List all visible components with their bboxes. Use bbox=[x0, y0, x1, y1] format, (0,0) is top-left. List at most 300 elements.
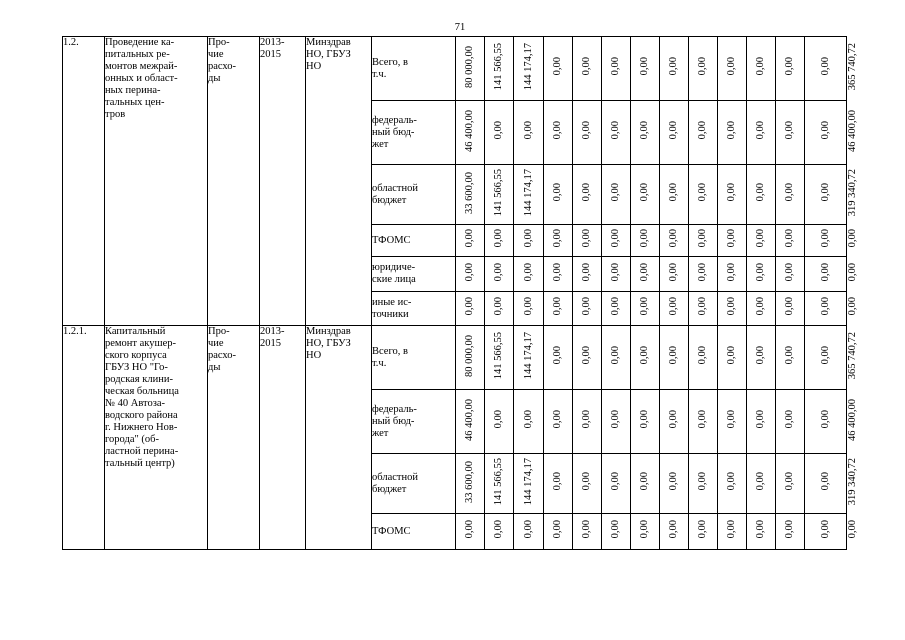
amount-cell bbox=[514, 37, 544, 101]
amount-value: 0,00 bbox=[755, 57, 766, 76]
expense-type-line: ды bbox=[208, 362, 221, 373]
amount-value: 0,00 bbox=[819, 57, 831, 76]
item-name-line: питальных ре- bbox=[105, 49, 170, 60]
amount-value: 0,00 bbox=[464, 297, 475, 316]
amount-value: 0,00 bbox=[522, 121, 534, 140]
amount-cell bbox=[602, 514, 631, 550]
amount-cell bbox=[631, 326, 660, 390]
amount-value: 0,00 bbox=[639, 121, 650, 140]
amount-value: 0,00 bbox=[819, 472, 831, 491]
amount-cell bbox=[660, 165, 689, 225]
amount-value: 0,00 bbox=[581, 410, 592, 429]
amount-value: 0,00 bbox=[552, 121, 563, 140]
funding-source-line: ТФОМС bbox=[372, 525, 411, 537]
item-name-line: ческая больница bbox=[105, 386, 179, 397]
amount-value: 0,00 bbox=[784, 183, 795, 202]
amount-cell bbox=[485, 37, 514, 101]
amount-cell bbox=[776, 101, 805, 165]
amount-value: 319 340,72 bbox=[847, 168, 858, 217]
amount-value: 0,00 bbox=[819, 410, 831, 429]
amount-value: 0,00 bbox=[784, 346, 795, 365]
amount-cell bbox=[485, 326, 514, 390]
item-name-line: ского корпуса bbox=[105, 350, 167, 361]
executor-line: Минздрав bbox=[306, 326, 351, 337]
item-name-line: монтов межрай- bbox=[105, 61, 178, 72]
expense-type-line: чие bbox=[208, 49, 224, 60]
amount-cell bbox=[573, 292, 602, 326]
amount-cell bbox=[456, 514, 485, 550]
amount-value: 0,00 bbox=[755, 121, 766, 140]
item-name-line: ремонт акушер- bbox=[105, 338, 176, 349]
amount-cell bbox=[544, 225, 573, 257]
amount-cell bbox=[514, 257, 544, 292]
amount-value: 0,00 bbox=[819, 183, 831, 202]
amount-cell bbox=[544, 101, 573, 165]
amount-cell bbox=[631, 514, 660, 550]
period-line: 2013- bbox=[260, 326, 285, 337]
amount-value: 0,00 bbox=[784, 57, 795, 76]
amount-value: 0,00 bbox=[668, 520, 679, 539]
amount-cell bbox=[805, 225, 847, 257]
table-row bbox=[63, 326, 847, 390]
amount-cell bbox=[805, 165, 847, 225]
amount-cell bbox=[747, 225, 776, 257]
amount-cell bbox=[689, 37, 718, 101]
item-name-line: родская клини- bbox=[105, 374, 173, 385]
amount-value: 0,00 bbox=[522, 229, 534, 248]
amount-value: 0,00 bbox=[552, 297, 563, 316]
amount-cell bbox=[456, 101, 485, 165]
amount-cell bbox=[776, 257, 805, 292]
amount-cell bbox=[660, 37, 689, 101]
amount-value: 0,00 bbox=[639, 346, 650, 365]
amount-cell bbox=[805, 390, 847, 454]
amount-value: 0,00 bbox=[819, 346, 831, 365]
amount-cell bbox=[456, 257, 485, 292]
amount-value: 0,00 bbox=[668, 472, 679, 491]
amount-value: 0,00 bbox=[552, 183, 563, 202]
amount-cell bbox=[747, 292, 776, 326]
amount-cell bbox=[514, 514, 544, 550]
funding-source-line: областной bbox=[372, 471, 418, 483]
amount-value: 0,00 bbox=[697, 520, 708, 539]
amount-cell bbox=[776, 225, 805, 257]
amount-value: 0,00 bbox=[847, 297, 858, 316]
amount-cell bbox=[776, 165, 805, 225]
item-name bbox=[105, 37, 208, 326]
amount-value: 0,00 bbox=[819, 297, 831, 316]
amount-cell bbox=[456, 326, 485, 390]
amount-cell bbox=[660, 514, 689, 550]
amount-cell bbox=[660, 101, 689, 165]
amount-value: 0,00 bbox=[581, 297, 592, 316]
amount-value: 0,00 bbox=[639, 183, 650, 202]
amount-cell bbox=[631, 225, 660, 257]
amount-value: 0,00 bbox=[668, 121, 679, 140]
amount-cell bbox=[660, 390, 689, 454]
funding-source bbox=[372, 165, 456, 225]
amount-value: 0,00 bbox=[493, 229, 504, 248]
amount-value: 0,00 bbox=[464, 520, 475, 539]
executor bbox=[306, 326, 372, 550]
amount-value: 0,00 bbox=[552, 520, 563, 539]
amount-value: 0,00 bbox=[522, 520, 534, 539]
amount-value: 0,00 bbox=[610, 346, 621, 365]
amount-cell bbox=[718, 326, 747, 390]
amount-value: 0,00 bbox=[784, 297, 795, 316]
funding-source-line: иные ис- bbox=[372, 296, 412, 308]
item-code: 1.2. bbox=[63, 37, 105, 326]
amount-value: 0,00 bbox=[697, 410, 708, 429]
executor-line: НО, ГБУЗ bbox=[306, 338, 351, 349]
item-name-line: Капитальный bbox=[105, 326, 166, 337]
amount-cell bbox=[631, 292, 660, 326]
funding-source bbox=[372, 225, 456, 257]
amount-cell bbox=[689, 326, 718, 390]
amount-value: 0,00 bbox=[726, 262, 737, 282]
item-name-line: тальных цен- bbox=[105, 97, 165, 108]
amount-cell bbox=[514, 326, 544, 390]
amount-cell bbox=[718, 390, 747, 454]
executor-line: НО bbox=[306, 61, 322, 72]
amount-cell bbox=[776, 292, 805, 326]
item-name-line: водского района bbox=[105, 410, 178, 421]
amount-value: 0,00 bbox=[847, 262, 858, 282]
amount-cell bbox=[747, 326, 776, 390]
amount-value: 0,00 bbox=[581, 472, 592, 491]
amount-value: 0,00 bbox=[784, 472, 795, 491]
amount-value: 0,00 bbox=[755, 346, 766, 365]
amount-cell bbox=[689, 514, 718, 550]
amount-value: 0,00 bbox=[726, 229, 737, 248]
executor-line: НО bbox=[306, 350, 322, 361]
amount-cell bbox=[514, 225, 544, 257]
amount-cell bbox=[747, 514, 776, 550]
amount-cell bbox=[747, 454, 776, 514]
funding-source-line: бюджет bbox=[372, 483, 407, 495]
page-number: 71 bbox=[454, 22, 466, 33]
amount-value: 0,00 bbox=[784, 229, 795, 248]
amount-cell bbox=[544, 292, 573, 326]
amount-cell bbox=[631, 165, 660, 225]
amount-value: 0,00 bbox=[581, 229, 592, 248]
amount-value: 0,00 bbox=[697, 262, 708, 282]
amount-value: 33 600,00 bbox=[464, 460, 475, 503]
item-name-line: ластной перина- bbox=[105, 446, 179, 457]
funding-source-line: т.ч. bbox=[372, 357, 387, 369]
amount-value: 0,00 bbox=[552, 57, 563, 76]
amount-cell bbox=[718, 257, 747, 292]
item-name-line: ГБУЗ НО "Го- bbox=[105, 362, 168, 373]
amount-value: 0,00 bbox=[639, 410, 650, 429]
amount-value: 0,00 bbox=[552, 229, 563, 248]
amount-value: 0,00 bbox=[726, 183, 737, 202]
amount-cell bbox=[485, 165, 514, 225]
amount-value: 141 566,55 bbox=[493, 457, 504, 506]
amount-cell bbox=[544, 390, 573, 454]
amount-cell bbox=[514, 390, 544, 454]
amount-value: 0,00 bbox=[493, 520, 504, 539]
amount-value: 0,00 bbox=[581, 520, 592, 539]
amount-cell bbox=[631, 37, 660, 101]
funding-source-line: юридиче- bbox=[372, 262, 416, 273]
amount-value: 0,00 bbox=[610, 297, 621, 316]
amount-value: 0,00 bbox=[755, 520, 766, 539]
amount-value: 0,00 bbox=[639, 229, 650, 248]
amount-cell bbox=[514, 165, 544, 225]
amount-value: 0,00 bbox=[581, 183, 592, 202]
amount-cell bbox=[602, 292, 631, 326]
amount-cell bbox=[718, 454, 747, 514]
amount-value: 0,00 bbox=[581, 262, 592, 282]
amount-cell bbox=[718, 292, 747, 326]
expense-type-line: чие bbox=[208, 338, 224, 349]
amount-value: 46 400,00 bbox=[464, 109, 475, 152]
amount-cell bbox=[776, 37, 805, 101]
amount-cell bbox=[689, 454, 718, 514]
amount-value: 80 000,00 bbox=[464, 334, 475, 377]
funding-source-line: Всего, в bbox=[372, 345, 408, 357]
amount-cell bbox=[689, 101, 718, 165]
amount-value: 0,00 bbox=[697, 346, 708, 365]
amount-cell bbox=[660, 292, 689, 326]
amount-value: 0,00 bbox=[697, 297, 708, 316]
amount-value: 0,00 bbox=[726, 297, 737, 316]
amount-cell bbox=[747, 101, 776, 165]
amount-value: 141 566,55 bbox=[493, 42, 504, 91]
amount-cell bbox=[631, 101, 660, 165]
item-name-line: тальный центр) bbox=[105, 458, 175, 469]
amount-value: 0,00 bbox=[726, 472, 737, 491]
amount-cell bbox=[805, 514, 847, 550]
amount-cell bbox=[456, 292, 485, 326]
amount-value: 46 400,00 bbox=[464, 398, 475, 441]
expense-type-line: Про- bbox=[208, 326, 230, 337]
period-line: 2013- bbox=[260, 37, 285, 48]
expense-type-line: Про- bbox=[208, 37, 230, 48]
amount-cell bbox=[631, 390, 660, 454]
amount-cell bbox=[573, 390, 602, 454]
table-row bbox=[63, 37, 847, 101]
amount-cell bbox=[573, 257, 602, 292]
amount-cell bbox=[485, 454, 514, 514]
amount-cell bbox=[602, 257, 631, 292]
amount-value: 0,00 bbox=[493, 297, 504, 316]
amount-value: 0,00 bbox=[847, 520, 858, 539]
amount-cell bbox=[631, 454, 660, 514]
amount-value: 0,00 bbox=[639, 472, 650, 491]
amount-cell bbox=[805, 454, 847, 514]
amount-cell bbox=[718, 225, 747, 257]
amount-value: 0,00 bbox=[847, 229, 858, 248]
amount-cell bbox=[776, 326, 805, 390]
amount-cell bbox=[485, 514, 514, 550]
amount-value: 0,00 bbox=[726, 410, 737, 429]
amount-value: 0,00 bbox=[784, 262, 795, 282]
amount-value: 46 400,00 bbox=[847, 109, 858, 152]
amount-value: 0,00 bbox=[784, 121, 795, 140]
amount-value: 0,00 bbox=[755, 472, 766, 491]
amount-value: 0,00 bbox=[697, 57, 708, 76]
amount-value: 0,00 bbox=[668, 183, 679, 202]
amount-value: 0,00 bbox=[581, 346, 592, 365]
amount-cell bbox=[689, 292, 718, 326]
amount-value: 0,00 bbox=[668, 346, 679, 365]
amount-value: 0,00 bbox=[493, 410, 504, 429]
amount-cell bbox=[573, 225, 602, 257]
amount-cell bbox=[573, 165, 602, 225]
amount-value: 0,00 bbox=[668, 297, 679, 316]
amount-value: 0,00 bbox=[493, 121, 504, 140]
amount-value: 144 174,17 bbox=[522, 331, 534, 380]
amount-value: 365 740,72 bbox=[847, 42, 858, 91]
funding-source bbox=[372, 101, 456, 165]
amount-value: 0,00 bbox=[522, 410, 534, 429]
funding-source bbox=[372, 257, 456, 292]
amount-cell bbox=[776, 514, 805, 550]
amount-value: 0,00 bbox=[464, 229, 475, 248]
funding-source-line: ские лица bbox=[372, 274, 416, 285]
amount-cell bbox=[660, 326, 689, 390]
amount-value: 0,00 bbox=[610, 262, 621, 282]
amount-value: 0,00 bbox=[668, 262, 679, 282]
amount-value: 0,00 bbox=[522, 262, 534, 282]
amount-value: 0,00 bbox=[784, 410, 795, 429]
amount-value: 0,00 bbox=[552, 262, 563, 282]
amount-cell bbox=[514, 454, 544, 514]
amount-value: 0,00 bbox=[639, 520, 650, 539]
amount-cell bbox=[776, 390, 805, 454]
amount-cell bbox=[602, 37, 631, 101]
amount-value: 0,00 bbox=[639, 297, 650, 316]
amount-cell bbox=[718, 165, 747, 225]
amount-value: 365 740,72 bbox=[847, 331, 858, 380]
amount-value: 0,00 bbox=[755, 410, 766, 429]
funding-source bbox=[372, 390, 456, 454]
funding-source-line: т.ч. bbox=[372, 68, 387, 80]
amount-cell bbox=[573, 514, 602, 550]
item-name-line: ных перина- bbox=[105, 85, 161, 96]
funding-source-line: ТФОМС bbox=[372, 234, 411, 246]
amount-value: 0,00 bbox=[581, 57, 592, 76]
amount-value: 0,00 bbox=[755, 262, 766, 282]
amount-cell bbox=[573, 37, 602, 101]
item-name-line: тров bbox=[105, 109, 126, 120]
amount-cell bbox=[544, 514, 573, 550]
amount-cell bbox=[544, 326, 573, 390]
amount-value: 0,00 bbox=[610, 472, 621, 491]
amount-value: 0,00 bbox=[610, 229, 621, 248]
amount-cell bbox=[514, 101, 544, 165]
amount-value: 0,00 bbox=[755, 229, 766, 248]
funding-source-line: жет bbox=[372, 138, 389, 150]
amount-value: 0,00 bbox=[493, 262, 504, 282]
amount-cell bbox=[456, 37, 485, 101]
amount-cell bbox=[456, 454, 485, 514]
amount-cell bbox=[689, 165, 718, 225]
amount-cell bbox=[602, 101, 631, 165]
period bbox=[260, 326, 306, 550]
amount-cell bbox=[544, 37, 573, 101]
amount-cell bbox=[485, 257, 514, 292]
amount-value: 0,00 bbox=[522, 297, 534, 316]
amount-value: 0,00 bbox=[610, 57, 621, 76]
amount-value: 0,00 bbox=[668, 57, 679, 76]
amount-cell bbox=[718, 37, 747, 101]
amount-cell bbox=[602, 454, 631, 514]
item-name-line: Проведение ка- bbox=[105, 37, 175, 48]
amount-value: 0,00 bbox=[726, 121, 737, 140]
executor-line: НО, ГБУЗ bbox=[306, 49, 351, 60]
expense-type-line: расхо- bbox=[208, 61, 237, 72]
amount-value: 0,00 bbox=[819, 121, 831, 140]
amount-cell bbox=[805, 292, 847, 326]
amount-cell bbox=[805, 326, 847, 390]
amount-cell bbox=[573, 326, 602, 390]
period-line: 2015 bbox=[260, 338, 281, 349]
amount-cell bbox=[718, 101, 747, 165]
item-name-line: № 40 Автоза- bbox=[105, 398, 166, 409]
amount-value: 0,00 bbox=[697, 121, 708, 140]
amount-value: 0,00 bbox=[726, 57, 737, 76]
amount-value: 33 600,00 bbox=[464, 171, 475, 214]
amount-cell bbox=[660, 257, 689, 292]
amount-cell bbox=[805, 101, 847, 165]
amount-value: 0,00 bbox=[552, 410, 563, 429]
amount-value: 0,00 bbox=[639, 262, 650, 282]
expense-type bbox=[208, 37, 260, 326]
amount-value: 0,00 bbox=[610, 183, 621, 202]
funding-source bbox=[372, 326, 456, 390]
amount-cell bbox=[573, 454, 602, 514]
expense-type bbox=[208, 326, 260, 550]
amount-cell bbox=[805, 37, 847, 101]
amount-value: 0,00 bbox=[697, 183, 708, 202]
amount-value: 0,00 bbox=[552, 346, 563, 365]
amount-cell bbox=[747, 390, 776, 454]
amount-value: 0,00 bbox=[726, 346, 737, 365]
funding-source-line: ный бюд- bbox=[372, 415, 415, 427]
amount-cell bbox=[689, 225, 718, 257]
amount-cell bbox=[544, 165, 573, 225]
amount-value: 0,00 bbox=[464, 262, 475, 282]
funding-source-line: бюджет bbox=[372, 194, 407, 206]
amount-cell bbox=[602, 326, 631, 390]
amount-cell bbox=[747, 165, 776, 225]
funding-source-line: жет bbox=[372, 427, 389, 439]
amount-cell bbox=[660, 225, 689, 257]
amount-cell bbox=[602, 390, 631, 454]
amount-value: 0,00 bbox=[755, 183, 766, 202]
amount-cell bbox=[544, 454, 573, 514]
amount-value: 0,00 bbox=[581, 121, 592, 140]
funding-source-line: федераль- bbox=[372, 403, 417, 415]
amount-cell bbox=[485, 101, 514, 165]
funding-source bbox=[372, 454, 456, 514]
amount-value: 0,00 bbox=[668, 410, 679, 429]
amount-cell bbox=[602, 165, 631, 225]
amount-cell bbox=[456, 165, 485, 225]
amount-value: 141 566,55 bbox=[493, 331, 504, 380]
amount-value: 80 000,00 bbox=[464, 45, 475, 88]
amount-value: 0,00 bbox=[784, 520, 795, 539]
amount-value: 0,00 bbox=[610, 121, 621, 140]
amount-value: 141 566,55 bbox=[493, 168, 504, 217]
amount-value: 0,00 bbox=[610, 520, 621, 539]
amount-value: 0,00 bbox=[552, 472, 563, 491]
amount-value: 0,00 bbox=[610, 410, 621, 429]
amount-value: 144 174,17 bbox=[522, 457, 534, 506]
